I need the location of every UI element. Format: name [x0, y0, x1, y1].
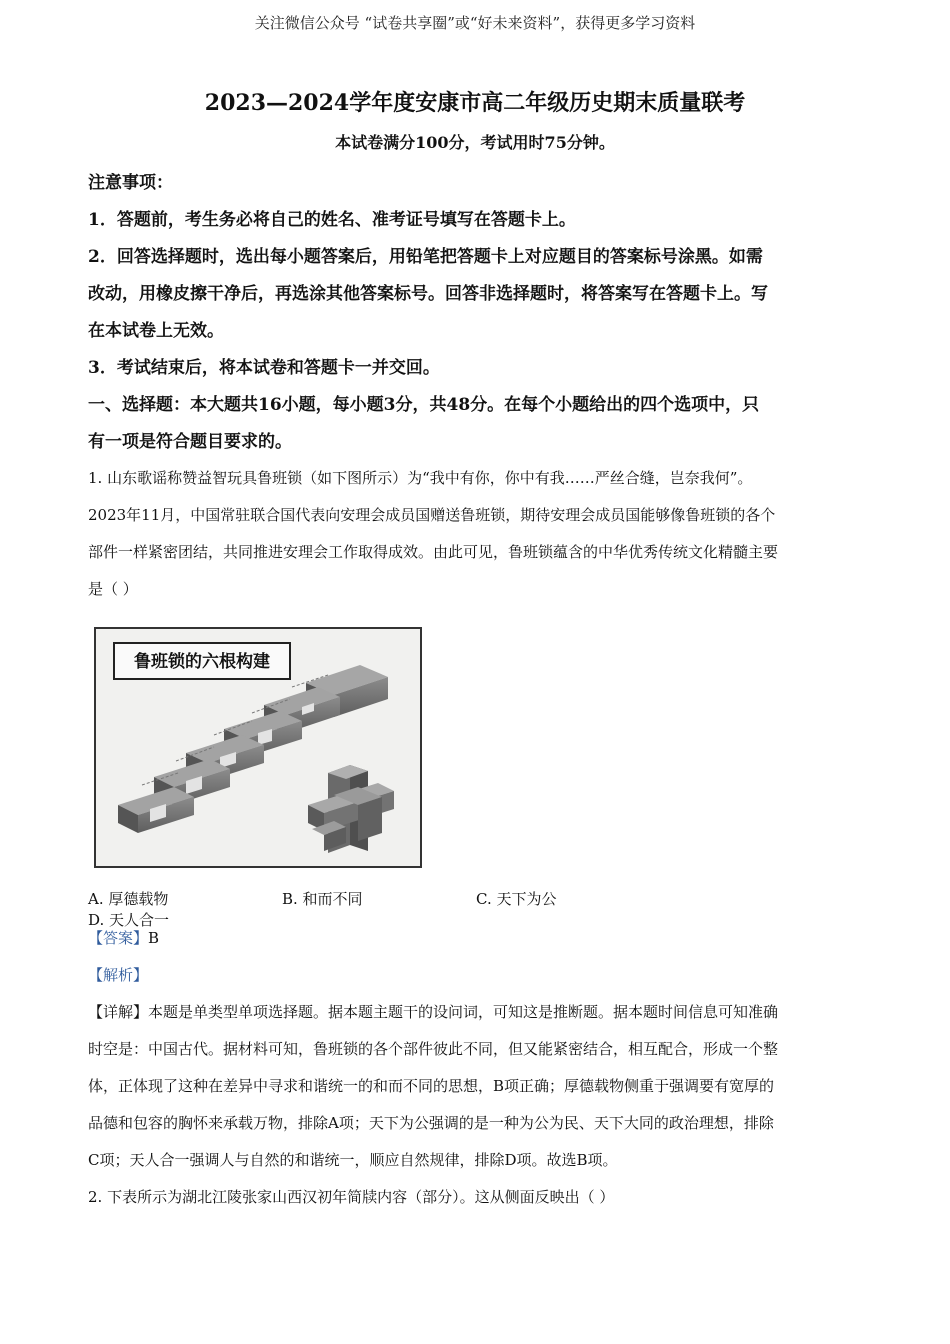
notice-item-2-line-2: 改动，用橡皮擦干净后，再选涂其他答案标号。回答非选择题时，将答案写在答题卡上。写 [88, 284, 768, 304]
q1-answer-line [88, 920, 863, 957]
q1-line-3: 部件一样紧密团结，共同推进安理会工作取得成效。由此可见，鲁班锁蕴含的中华优秀传统文化精髓主要 [88, 543, 779, 561]
notice-item-2-line-1: 2．回答选择题时，选出每小题答案后，用铅笔把答题卡上对应题目的答案标号涂黑。如需 [88, 247, 763, 267]
luban-lock-illustration [96, 629, 420, 866]
notice-item-2-line-3: 在本试卷上无效。 [88, 321, 224, 341]
q1-line-2: 2023年11月，中国常驻联合国代表向安理会成员国赠送鲁班锁，期待安理会成员国能够像鲁班锁的各个 [88, 506, 776, 524]
assembled-lock [308, 765, 394, 853]
page-subtitle: 本试卷满分100分，考试用时75分钟。 [335, 133, 615, 152]
page-title: 2023—2024学年度安康市高二年级历史期末质量联考 [204, 90, 746, 116]
q1-line-1: 1. 山东歌谣称赞益智玩具鲁班锁（如下图所示）为“我中有你，你中有我……严丝合缝，岂奈我何”。 [88, 469, 753, 487]
lock-piece-6 [118, 787, 194, 833]
detail-line-5: C项；天人合一强调人与自然的和谐统一，顺应自然规律，排除D项。故选B项。 [88, 1151, 618, 1169]
q1-line-4: 是（ ） [88, 580, 138, 598]
answer-label: 【答案】 [88, 929, 149, 947]
notice-heading: 注意事项： [88, 173, 173, 193]
figure-caption: 鲁班锁的六根构建 [134, 652, 270, 672]
q1-option-d: D. 天人合一 [88, 911, 170, 929]
section-heading-line-2: 有一项是符合题目要求的。 [88, 432, 292, 452]
q1-option-b: B. 和而不同 [282, 890, 363, 908]
q2-line-1: 2. 下表所示为湖北江陵张家山西汉初年简牍内容（部分）。这从侧面反映出（ ） [88, 1188, 615, 1206]
detail-line-4: 品德和包容的胸怀来承载万物，排除A项；天下为公强调的是一种为公为民、天下大同的政治理想，排除 [88, 1114, 774, 1132]
luban-lock-figure [94, 627, 422, 868]
q1-option-a: A. 厚德载物 [88, 890, 169, 908]
detail-label: 【详解】 [88, 1003, 149, 1021]
question-1-stem [88, 460, 863, 608]
detail-line-1 [88, 994, 863, 1031]
q1-option-c: C. 天下为公 [476, 890, 557, 908]
detail-line-2: 时空是：中国古代。据材料可知，鲁班锁的各个部件彼此不同，但又能紧密结合，相互配合，形成一个整 [88, 1040, 779, 1058]
section-heading-line-1: 一、选择题：本大题共16小题，每小题3分，共48分。在每个小题给出的四个选项中，只 [88, 395, 760, 415]
header-note: 关注微信公众号 “试卷共享圈”或“好未来资料”，获得更多学习资料 [254, 14, 696, 32]
q1-solution [88, 920, 863, 1216]
analysis-label: 【解析】 [88, 966, 149, 984]
detail-text-1: 本题是单类型单项选择题。据本题主题干的设问词，可知这是推断题。据本题时间信息可知准确 [148, 1003, 779, 1021]
notice-item-1: 1．答题前，考生务必将自己的姓名、准考证号填写在答题卡上。 [88, 210, 576, 230]
notice-item-3: 3．考试结束后，将本试卷和答题卡一并交回。 [88, 358, 440, 378]
detail-line-3: 体，正体现了这种在差异中寻求和谐统一的和而不同的思想，B项正确；厚德载物侧重于强调要有宽厚的 [88, 1077, 775, 1095]
notice-block [88, 165, 863, 461]
answer-value: B [148, 929, 160, 947]
